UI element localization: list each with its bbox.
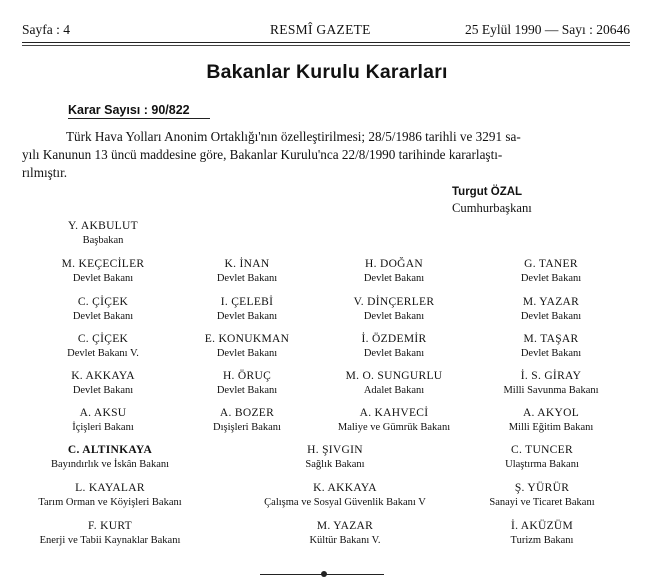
minister-signature bbox=[40, 519, 181, 548]
decision-text-line: rılmıştır. bbox=[22, 165, 68, 180]
signatory-title: Milli Eğitim Bakanı bbox=[508, 422, 594, 433]
minister-signature bbox=[362, 332, 427, 361]
minister-signature bbox=[264, 481, 426, 510]
signatory-title: Devlet Bakanı bbox=[216, 385, 278, 396]
signatory-name: A. KAHVECİ bbox=[359, 407, 429, 419]
publication-name: RESMÎ GAZETE bbox=[270, 22, 371, 37]
signatory-title: Milli Savunma Bakanı bbox=[503, 385, 599, 396]
signatory-name: E. KONUKMAN bbox=[204, 333, 290, 345]
signatory-title: Ulaştırma Bakanı bbox=[505, 459, 579, 470]
header-rule bbox=[22, 42, 630, 43]
signatory-title: Devlet Bakanı bbox=[363, 273, 425, 284]
signatory-title: Devlet Bakanı bbox=[72, 311, 134, 322]
minister-signature bbox=[67, 332, 139, 361]
signatory-title: Maliye ve Gümrük Bakanı bbox=[337, 422, 451, 433]
minister-signature bbox=[205, 332, 289, 361]
minister-signature bbox=[354, 295, 435, 324]
signatory-title: Adalet Bakanı bbox=[363, 385, 425, 396]
signatory-name: M. TAŞAR bbox=[523, 333, 579, 345]
signatory-title: Sağlık Bakanı bbox=[305, 459, 365, 470]
decision-text-line: yılı Kanunun 13 üncü maddesine göre, Bakanlar Kurulu'nca 22/8/1990 tarihinde kararlaştı- bbox=[22, 147, 503, 162]
minister-signature bbox=[521, 257, 581, 286]
minister-signature bbox=[503, 369, 598, 398]
signatory-title: Sanayi ve Ticaret Bakanı bbox=[489, 497, 595, 508]
minister-signature bbox=[521, 295, 581, 324]
minister-signature bbox=[62, 257, 145, 286]
signatory-title: Devlet Bakanı bbox=[363, 311, 425, 322]
signatory-name: C. ÇİÇEK bbox=[77, 333, 129, 345]
decision-underline bbox=[68, 118, 210, 119]
minister-signature bbox=[217, 257, 277, 286]
signatory-name: A. AKSU bbox=[79, 407, 127, 419]
president-signature bbox=[452, 184, 532, 216]
minister-signature bbox=[217, 369, 277, 398]
signatory-title: Devlet Bakanı bbox=[216, 311, 278, 322]
signatory-title: Kültür Bakanı V. bbox=[309, 535, 381, 546]
signatory-name: C. ALTINKAYA bbox=[67, 444, 153, 456]
signatory-title: Devlet Bakanı V. bbox=[67, 348, 139, 359]
minister-signature bbox=[489, 481, 594, 510]
signatory-name: A. AKYOL bbox=[522, 407, 580, 419]
signatory-name: L. KAYALAR bbox=[75, 482, 145, 494]
signatory-title: Turizm Bakanı bbox=[510, 535, 574, 546]
president-title: Cumhurbaşkanı bbox=[452, 201, 532, 215]
signatory-name: H. DOĞAN bbox=[365, 258, 423, 270]
signatory-title: Devlet Bakanı bbox=[216, 348, 278, 359]
page-number: Sayfa : 4 bbox=[22, 22, 70, 37]
page-title: Bakanlar Kurulu Kararları bbox=[206, 61, 448, 83]
signatory-name: M. YAZAR bbox=[522, 296, 580, 308]
minister-signature bbox=[521, 332, 581, 361]
signatory-name: C. TUNCER bbox=[511, 444, 573, 456]
president-name: Turgut ÖZAL bbox=[452, 186, 523, 198]
signatory-title: Devlet Bakanı bbox=[216, 273, 278, 284]
minister-signature bbox=[346, 369, 443, 398]
signatory-title: Çalışma ve Sosyal Güvenlik Bakanı V bbox=[264, 497, 426, 508]
minister-signature bbox=[509, 406, 594, 435]
signatory-name: İ. ÖZDEMİR bbox=[361, 333, 427, 345]
minister-signature bbox=[364, 257, 424, 286]
issue-date: 25 Eylül 1990 — Sayı : 20646 bbox=[465, 22, 630, 37]
signatory-name: M. YAZAR bbox=[316, 520, 374, 532]
signatory-name: M. KEÇECİLER bbox=[61, 258, 145, 270]
signatory-name: K. İNAN bbox=[224, 258, 270, 270]
decision-text-line: Türk Hava Yolları Anonim Ortaklığı'nın özelleştirilmesi; 28/5/1986 tarihli ve 3291 sa- bbox=[66, 129, 521, 144]
signatory-name: H. ÖRUÇ bbox=[222, 370, 272, 382]
minister-signature bbox=[213, 406, 281, 435]
signatory-title: İçişleri Bakanı bbox=[72, 422, 134, 433]
running-header bbox=[22, 22, 630, 42]
minister-signature bbox=[505, 443, 579, 472]
minister-signature bbox=[71, 369, 135, 398]
signatory-title: Devlet Bakanı bbox=[520, 311, 582, 322]
signatory-name: F. KURT bbox=[88, 520, 132, 532]
signatory-name: V. DİNÇERLER bbox=[353, 296, 435, 308]
signatory-name: İ. S. GİRAY bbox=[520, 370, 582, 382]
signatory-name: M. O. SUNGURLU bbox=[345, 370, 443, 382]
signatory-title: Dışişleri Bakanı bbox=[213, 422, 281, 433]
minister-signature bbox=[309, 519, 380, 548]
minister-signature bbox=[38, 481, 181, 510]
minister-signature bbox=[217, 295, 277, 324]
signatory-title: Enerji ve Tabii Kaynaklar Bakanı bbox=[39, 535, 181, 546]
signatory-name: K. AKKAYA bbox=[71, 370, 135, 382]
signatory-name: G. TANER bbox=[524, 258, 578, 270]
signatory-title: Başbakan bbox=[82, 235, 124, 246]
signatory-name: A. BOZER bbox=[219, 407, 275, 419]
signatory-title: Bayındırlık ve İskân Bakanı bbox=[50, 459, 170, 470]
decision-text bbox=[22, 128, 624, 182]
signatory-title: Tarım Orman ve Köyişleri Bakanı bbox=[38, 497, 182, 508]
signatory-name: İ. AKÜZÜM bbox=[510, 520, 574, 532]
signatory-title: Devlet Bakanı bbox=[363, 348, 425, 359]
signatory-name: Ş. YÜRÜR bbox=[514, 482, 570, 494]
minister-signature bbox=[73, 295, 133, 324]
signatory-name: C. ÇİÇEK bbox=[77, 296, 129, 308]
minister-signature bbox=[305, 443, 364, 472]
signatory-title: Devlet Bakanı bbox=[520, 273, 582, 284]
signatory-title: Devlet Bakanı bbox=[520, 348, 582, 359]
signatory-title: Devlet Bakanı bbox=[72, 273, 134, 284]
signatory-name: I. ÇELEBİ bbox=[220, 296, 274, 308]
minister-signature bbox=[511, 519, 574, 548]
minister-signature bbox=[51, 443, 169, 472]
signatory-name: K. AKKAYA bbox=[313, 482, 377, 494]
prime-minister-signature bbox=[68, 219, 138, 248]
decision-number: Karar Sayısı : 90/822 bbox=[68, 103, 190, 117]
signatory-title: Devlet Bakanı bbox=[72, 385, 134, 396]
signatory-name: H. ŞIVGIN bbox=[307, 444, 363, 456]
signatory-name: Y. AKBULUT bbox=[68, 220, 138, 232]
minister-signature bbox=[338, 406, 450, 435]
minister-signature bbox=[72, 406, 134, 435]
separator-dot bbox=[321, 571, 327, 577]
header-rule-thin bbox=[22, 45, 630, 46]
